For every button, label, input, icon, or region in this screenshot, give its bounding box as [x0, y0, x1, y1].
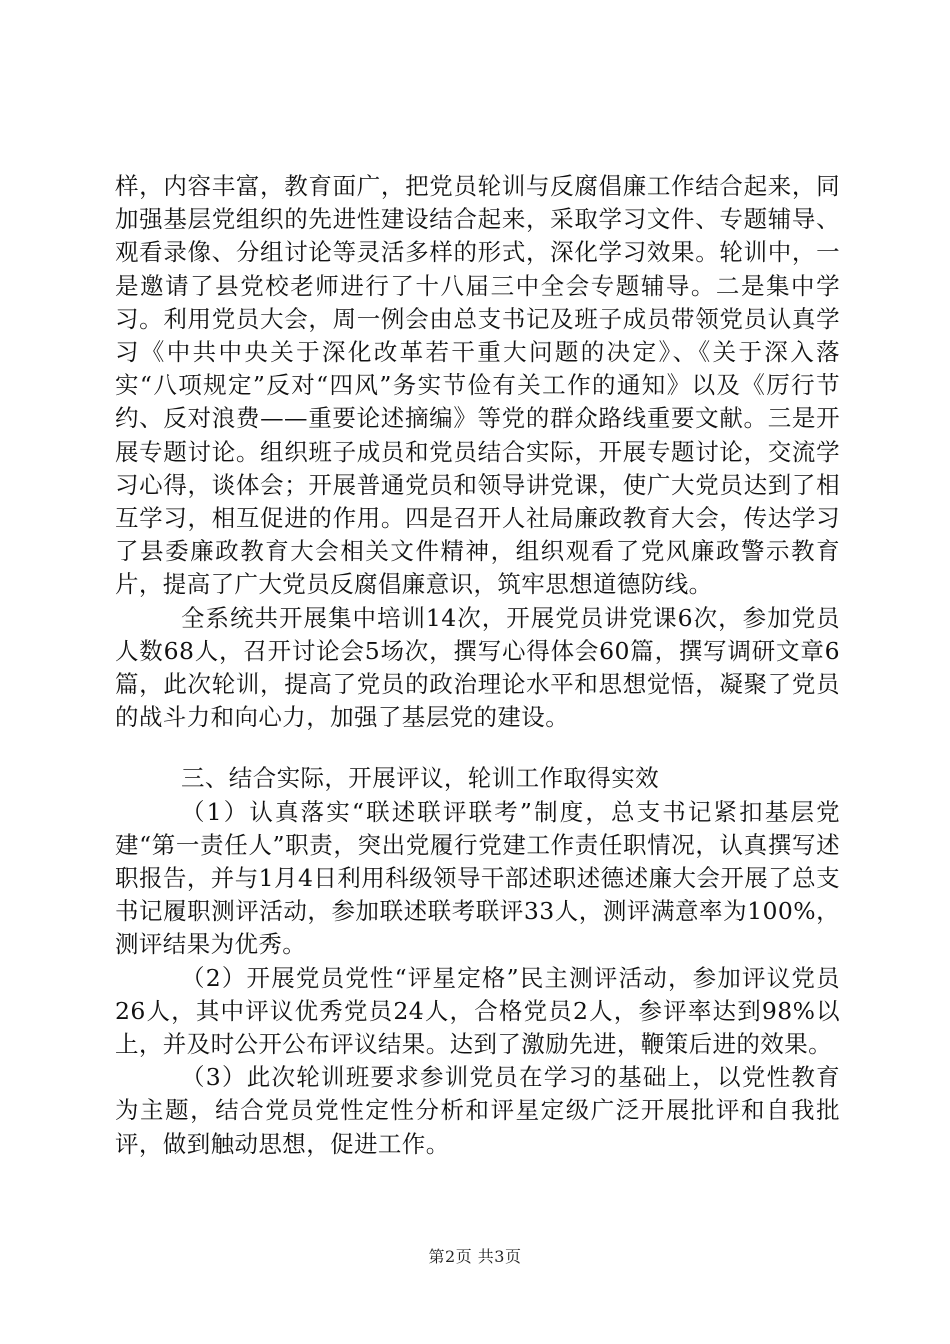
paragraph-item-2: （2）开展党员党性“评星定格”民主测评活动，参加评议党员26人，其中评议优秀党员24人，合格党员2人，参评率达到98%以上，并及时公开公布评议结果。达到了激励先进，鞭策后进的效果。: [115, 963, 840, 1059]
paragraph-statistics: 全系统共开展集中培训14次，开展党员讲党课6次，参加党员人数68人，召开讨论会5场次，撰写心得体会60篇，撰写调研文章6篇，此次轮训，提高了党员的政治理论水平和思想觉悟，凝聚了党员的战斗力和向心力，加强了基层党的建设。: [115, 603, 840, 732]
document-body: [115, 170, 840, 1161]
paragraph-item-1: （1）认真落实“联述联评联考”制度，总支书记紧扣基层党建“第一责任人”职责，突出党履行党建工作责任职情况，认真撰写述职报告，并与1月4日利用科级领导干部述职述德述廉大会开展了总支书记履职测评活动，参加联述联考联评33人，测评满意率为100%，测评结果为优秀。: [115, 797, 840, 959]
paragraph-item-3: （3）此次轮训班要求参训党员在学习的基础上，以党性教育为主题，结合党员党性定性分析和评星定级广泛开展批评和自我批评，做到触动思想，促进工作。: [115, 1063, 840, 1158]
section-heading: 三、结合实际，开展评议，轮训工作取得实效: [181, 764, 659, 793]
page-number: 第2页 共3页: [428, 1247, 522, 1266]
page-footer: [0, 1244, 950, 1267]
paragraph-continued: 样，内容丰富，教育面广，把党员轮训与反腐倡廉工作结合起来，同加强基层党组织的先进性建设结合起来，采取学习文件、专题辅导、观看录像、分组讨论等灵活多样的形式，深化学习效果。轮训中，一是邀请了县党校老师进行了十八届三中全会专题辅导。二是集中学习。利用党员大会，周一例会由总支书记及班子成员带领党员认真学习《中共中央关于深化改革若干重大问题的决定》、《关于深入落实“八项规定”反对“四风”务实节俭有关工作的通知》以及《厉行节约、反对浪费——重要论述摘编》等党的群众路线重要文献。三是开展专题讨论。组织班子成员和党员结合实际，开展专题讨论，交流学习心得，谈体会；开展普通党员和领导讲党课，使广大党员达到了相互学习，相互促进的作用。四是召开人社局廉政教育大会，传达学习了县委廉政教育大会相关文件精神，组织观看了党风廉政警示教育片，提高了广大党员反腐倡廉意识，筑牢思想道德防线。: [115, 172, 840, 599]
